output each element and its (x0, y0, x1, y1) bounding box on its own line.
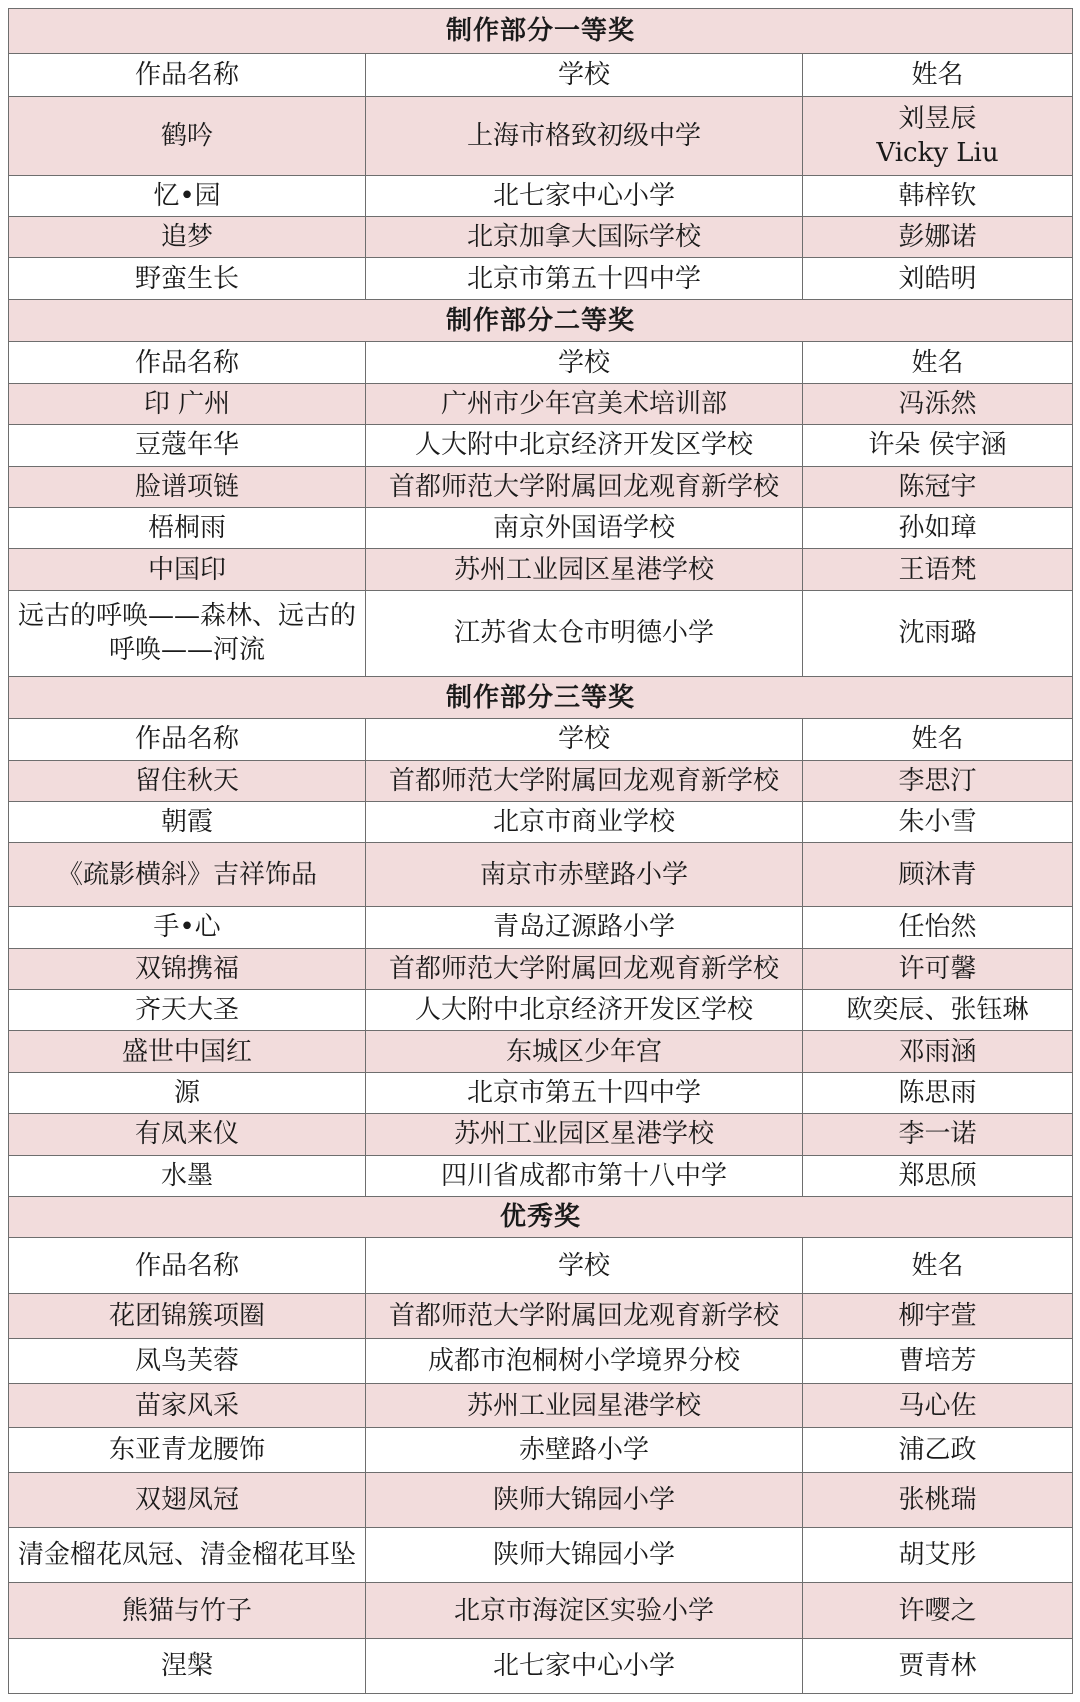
student-name-cell (803, 97, 1073, 176)
student-name-cell: 孙如璋 (803, 507, 1073, 548)
school-cell: 北京市商业学校 (366, 802, 803, 843)
table-row (9, 1155, 1073, 1196)
header-student-name: 姓名 (803, 719, 1073, 760)
school-cell: 北京市第五十四中学 (366, 1072, 803, 1113)
work-name-cell: 忆•园 (9, 175, 366, 216)
work-name-cell: 水墨 (9, 1155, 366, 1196)
student-name-cell: 李思汀 (803, 760, 1073, 801)
student-name-cell: 陈思雨 (803, 1072, 1073, 1113)
school-cell: 苏州工业园星港学校 (366, 1383, 803, 1428)
school-cell: 赤壁路小学 (366, 1428, 803, 1473)
table-row (9, 990, 1073, 1031)
section-title: 优秀奖 (9, 1197, 1073, 1238)
table-row (9, 1383, 1073, 1428)
work-name-cell: 熊猫与竹子 (9, 1583, 366, 1638)
work-name-cell: 追梦 (9, 217, 366, 258)
student-name-cell: 韩梓钦 (803, 175, 1073, 216)
header-work-name: 作品名称 (9, 1238, 366, 1293)
student-name-cell: 邓雨涵 (803, 1031, 1073, 1072)
section-title: 制作部分一等奖 (9, 9, 1073, 54)
school-cell: 成都市泡桐树小学境界分校 (366, 1339, 803, 1384)
table-row (9, 802, 1073, 843)
header-row (9, 342, 1073, 383)
section-title-row (9, 676, 1073, 718)
table-row (9, 1473, 1073, 1528)
work-name-cell: 花团锦簇项圈 (9, 1293, 366, 1339)
table-row (9, 175, 1073, 216)
student-name-cell: 胡艾彤 (803, 1528, 1073, 1583)
section-title: 制作部分三等奖 (9, 676, 1073, 718)
student-name-cell: 许嘤之 (803, 1583, 1073, 1638)
work-name-cell: 双锦携福 (9, 948, 366, 989)
table-row (9, 507, 1073, 548)
school-cell: 人大附中北京经济开发区学校 (366, 425, 803, 466)
student-name-cell: 柳宇萱 (803, 1293, 1073, 1339)
table-row (9, 217, 1073, 258)
student-name-cell: 马心佐 (803, 1383, 1073, 1428)
school-cell: 广州市少年宫美术培训部 (366, 383, 803, 424)
school-cell: 首都师范大学附属回龙观育新学校 (366, 948, 803, 989)
table-row (9, 760, 1073, 801)
school-cell: 南京外国语学校 (366, 507, 803, 548)
table-row (9, 425, 1073, 466)
school-cell: 首都师范大学附属回龙观育新学校 (366, 1293, 803, 1339)
section-title-row (9, 9, 1073, 54)
school-cell: 北京市海淀区实验小学 (366, 1583, 803, 1638)
work-name-cell: 苗家风采 (9, 1383, 366, 1428)
header-row (9, 53, 1073, 97)
school-cell: 上海市格致初级中学 (366, 97, 803, 176)
student-name-cell: 冯泺然 (803, 383, 1073, 424)
work-name-cell: 有凤来仪 (9, 1114, 366, 1155)
header-school: 学校 (366, 342, 803, 383)
header-school: 学校 (366, 719, 803, 760)
school-cell: 陕师大锦园小学 (366, 1528, 803, 1583)
work-name-cell: 鹤吟 (9, 97, 366, 176)
school-cell: 北京加拿大国际学校 (366, 217, 803, 258)
school-cell: 首都师范大学附属回龙观育新学校 (366, 760, 803, 801)
header-student-name: 姓名 (803, 342, 1073, 383)
student-name-cell: 欧奕辰、张钰琳 (803, 990, 1073, 1031)
student-name-cell: 郑思颀 (803, 1155, 1073, 1196)
school-cell: 北七家中心小学 (366, 175, 803, 216)
student-name-line: 刘昱辰 (898, 103, 977, 134)
table-row (9, 1638, 1073, 1693)
work-name-cell: 涅槃 (9, 1638, 366, 1693)
work-name-cell: 源 (9, 1072, 366, 1113)
work-name-cell: 东亚青龙腰饰 (9, 1428, 366, 1473)
work-name-cell: 脸谱项链 (9, 466, 366, 507)
school-cell: 北七家中心小学 (366, 1638, 803, 1693)
work-name-cell: 中国印 (9, 549, 366, 590)
student-name-cell: 朱小雪 (803, 802, 1073, 843)
table-row (9, 1339, 1073, 1384)
awards-table (8, 8, 1073, 1694)
student-name-cell: 李一诺 (803, 1114, 1073, 1155)
table-row (9, 1072, 1073, 1113)
student-name-cell: 浦乙政 (803, 1428, 1073, 1473)
section-title: 制作部分二等奖 (9, 299, 1073, 341)
header-work-name: 作品名称 (9, 719, 366, 760)
student-name-cell: 许可馨 (803, 948, 1073, 989)
header-row (9, 719, 1073, 760)
school-cell: 人大附中北京经济开发区学校 (366, 990, 803, 1031)
student-name-cell: 曹培芳 (803, 1339, 1073, 1384)
student-name-cell: 沈雨璐 (803, 590, 1073, 676)
school-cell: 南京市赤壁路小学 (366, 843, 803, 907)
student-name-cell: 陈冠宇 (803, 466, 1073, 507)
school-cell: 青岛辽源路小学 (366, 907, 803, 948)
table-row (9, 1428, 1073, 1473)
student-name-cell: 许朵 侯宇涵 (803, 425, 1073, 466)
header-work-name: 作品名称 (9, 53, 366, 97)
student-name-cell: 彭娜诺 (803, 217, 1073, 258)
header-student-name: 姓名 (803, 1238, 1073, 1293)
student-name-cell: 王语梵 (803, 549, 1073, 590)
school-cell: 苏州工业园区星港学校 (366, 549, 803, 590)
table-row (9, 1583, 1073, 1638)
school-cell: 苏州工业园区星港学校 (366, 1114, 803, 1155)
header-student-name: 姓名 (803, 53, 1073, 97)
student-name-cell: 张桃瑞 (803, 1473, 1073, 1528)
student-name-cell: 顾沐青 (803, 843, 1073, 907)
work-name-cell: 双翅凤冠 (9, 1473, 366, 1528)
school-cell: 陕师大锦园小学 (366, 1473, 803, 1528)
work-name-cell: 梧桐雨 (9, 507, 366, 548)
school-cell: 首都师范大学附属回龙观育新学校 (366, 466, 803, 507)
student-name-cell: 刘皓明 (803, 258, 1073, 299)
table-row (9, 948, 1073, 989)
header-school: 学校 (366, 53, 803, 97)
work-name-cell: 留住秋天 (9, 760, 366, 801)
work-name-cell: 清金榴花凤冠、清金榴花耳坠 (9, 1528, 366, 1583)
work-name-cell: 豆蔻年华 (9, 425, 366, 466)
table-row (9, 383, 1073, 424)
work-name-cell: 印 广州 (9, 383, 366, 424)
work-name-cell: 盛世中国红 (9, 1031, 366, 1072)
table-row (9, 258, 1073, 299)
work-name-cell: 远古的呼唤——森林、远古的呼唤——河流 (9, 590, 366, 676)
table-row (9, 590, 1073, 676)
table-row (9, 907, 1073, 948)
work-name-cell: 朝霞 (9, 802, 366, 843)
table-row (9, 97, 1073, 176)
table-row (9, 549, 1073, 590)
header-work-name: 作品名称 (9, 342, 366, 383)
section-title-row (9, 299, 1073, 341)
work-name-cell: 《疏影横斜》吉祥饰品 (9, 843, 366, 907)
table-row (9, 1528, 1073, 1583)
table-row (9, 1293, 1073, 1339)
school-cell: 江苏省太仓市明德小学 (366, 590, 803, 676)
table-row (9, 1031, 1073, 1072)
work-name-cell: 凤鸟芙蓉 (9, 1339, 366, 1384)
section-title-row (9, 1197, 1073, 1238)
work-name-cell: 齐天大圣 (9, 990, 366, 1031)
header-row (9, 1238, 1073, 1293)
work-name-cell: 手•心 (9, 907, 366, 948)
student-name-cell: 任怡然 (803, 907, 1073, 948)
student-name-line: Vicky Liu (876, 137, 999, 168)
school-cell: 四川省成都市第十八中学 (366, 1155, 803, 1196)
work-name-cell: 野蛮生长 (9, 258, 366, 299)
table-row (9, 1114, 1073, 1155)
school-cell: 北京市第五十四中学 (366, 258, 803, 299)
school-cell: 东城区少年宫 (366, 1031, 803, 1072)
student-name-cell: 贾青林 (803, 1638, 1073, 1693)
header-school: 学校 (366, 1238, 803, 1293)
table-row (9, 843, 1073, 907)
table-row (9, 466, 1073, 507)
